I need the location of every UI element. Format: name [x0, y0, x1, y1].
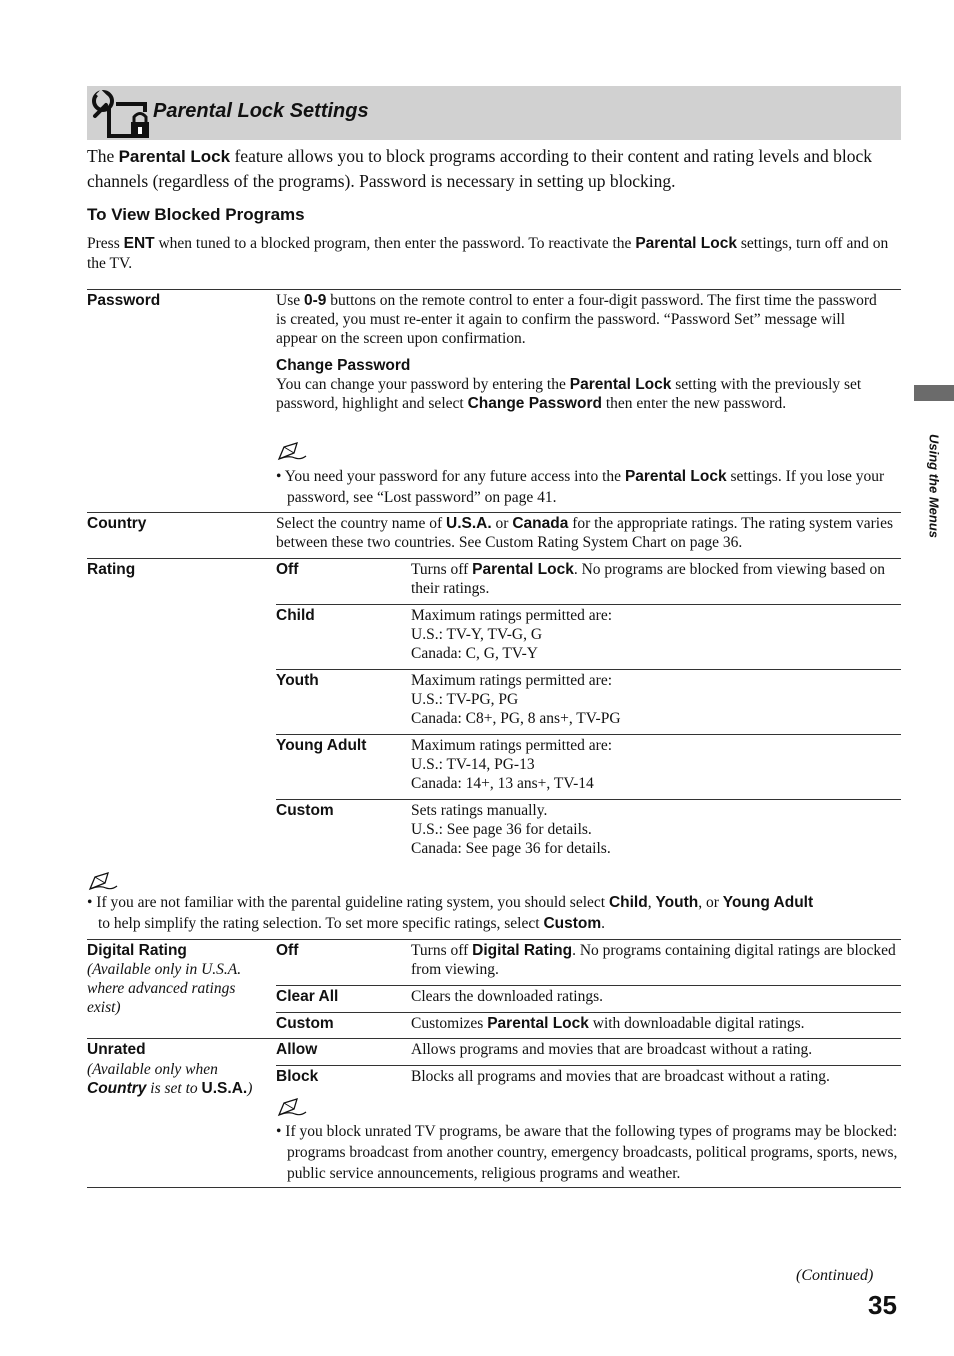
digital-rating-label: Digital Rating — [87, 942, 187, 959]
unrated-note: • If you block unrated TV programs, be aware that the following types of programs may be blocked: programs broadcast from another country, emergency broadcasts, political programs, sports, news, public service announcements, religious programs and weather. — [276, 1123, 898, 1182]
unrated-allow-label: Allow — [276, 1041, 318, 1058]
rating-youth-label: Youth — [276, 672, 319, 689]
divider — [87, 1187, 901, 1188]
password-label: Password — [87, 292, 161, 309]
rating-note: • If you are not familiar with the parental guideline rating system, you should select Child, Youth, or Young Adult to help simplify the rating selection. To set more specific ratings, select Custom. — [87, 894, 814, 932]
page-number: 35 — [868, 1290, 897, 1320]
continued-label: (Continued) — [796, 1267, 874, 1284]
unrated-block-description: Blocks all programs and movies that are broadcast without a rating. — [411, 1068, 830, 1085]
rating-off-label: Off — [276, 561, 299, 578]
sidebar-section-label: Using the Menus — [926, 433, 942, 539]
digital-off-label: Off — [276, 942, 299, 959]
rating-child-label: Child — [276, 607, 315, 624]
digital-clear-all-description: Clears the downloaded ratings. — [411, 988, 603, 1005]
unrated-label: Unrated — [87, 1041, 146, 1058]
note-pencil-icon — [277, 1097, 307, 1117]
change-password-heading: Change Password — [276, 357, 411, 374]
note-pencil-icon — [277, 441, 307, 461]
rating-custom-description: Sets ratings manually. U.S.: See page 36 for details. Canada: See page 36 for details. — [411, 802, 611, 857]
digital-rating-availability: (Available only in U.S.A. where advanced ratings exist) — [87, 961, 242, 1016]
digital-clear-all-label: Clear All — [276, 988, 339, 1005]
rating-label: Rating — [87, 561, 136, 578]
unrated-availability: (Available only when Country is set to U.S.A.) — [87, 1061, 253, 1097]
country-label: Country — [87, 515, 147, 532]
rating-young-adult-description: Maximum ratings permitted are: U.S.: TV-14, PG-13 Canada: 14+, 13 ans+, TV-14 — [411, 737, 613, 792]
unrated-allow-description: Allows programs and movies that are broadcast without a rating. — [411, 1041, 813, 1058]
parental-lock-icon — [89, 88, 149, 140]
divider — [276, 604, 901, 605]
rating-youth-description: Maximum ratings permitted are: U.S.: TV-PG, PG Canada: C8+, PG, 8 ans+, TV-PG — [411, 672, 621, 727]
divider — [276, 734, 901, 735]
divider — [87, 289, 901, 290]
password-description: Use 0-9 buttons on the remote control to enter a four-digit password. The first time the password is created, you must re-enter it again to confirm the password. “Password Set” message will appear on the screen upon confirmation. — [276, 292, 877, 347]
sidebar-tab-marker — [914, 385, 954, 401]
digital-off-description: Turns off Digital Rating. No programs containing digital ratings are blocked from viewing. — [411, 942, 896, 978]
view-blocked-heading: To View Blocked Programs — [87, 205, 305, 224]
divider — [87, 512, 901, 513]
intro-paragraph: The Parental Lock feature allows you to block programs according to their content and rating levels and block channels (regardless of the programs). Password is necessary in setting up blocking. — [87, 146, 873, 191]
country-description: Select the country name of U.S.A. or Canada for the appropriate ratings. The rating system varies between these two countries. See Custom Rating System Chart on page 36. — [276, 515, 894, 551]
password-note: • You need your password for any future access into the Parental Lock settings. If you lose your password, see “Lost password” on page 41. — [276, 468, 885, 506]
section-title: Parental Lock Settings — [153, 100, 369, 122]
divider — [276, 669, 901, 670]
divider — [87, 558, 901, 559]
change-password-description: You can change your password by entering the Parental Lock setting with the previously set password, highlight and select Change Password then enter the new password. — [276, 376, 862, 412]
rating-custom-label: Custom — [276, 802, 334, 819]
note-pencil-icon — [88, 871, 118, 891]
section-title-bar — [87, 86, 901, 140]
divider — [276, 1012, 901, 1013]
divider — [87, 1038, 901, 1039]
rating-young-adult-label: Young Adult — [276, 737, 367, 754]
rating-off-description: Turns off Parental Lock. No programs are blocked from viewing based on their ratings. — [411, 561, 886, 597]
rating-child-description: Maximum ratings permitted are: U.S.: TV-Y, TV-G, G Canada: C, G, TV-Y — [411, 607, 613, 662]
divider — [276, 1065, 901, 1066]
divider — [276, 799, 901, 800]
view-blocked-text: Press ENT when tuned to a blocked program, then enter the password. To reactivate the Parental Lock settings, turn off and on the TV. — [87, 235, 889, 272]
digital-custom-description: Customizes Parental Lock with downloadable digital ratings. — [411, 1015, 805, 1032]
digital-custom-label: Custom — [276, 1015, 334, 1032]
divider — [87, 939, 901, 940]
divider — [276, 985, 901, 986]
unrated-block-label: Block — [276, 1068, 319, 1085]
